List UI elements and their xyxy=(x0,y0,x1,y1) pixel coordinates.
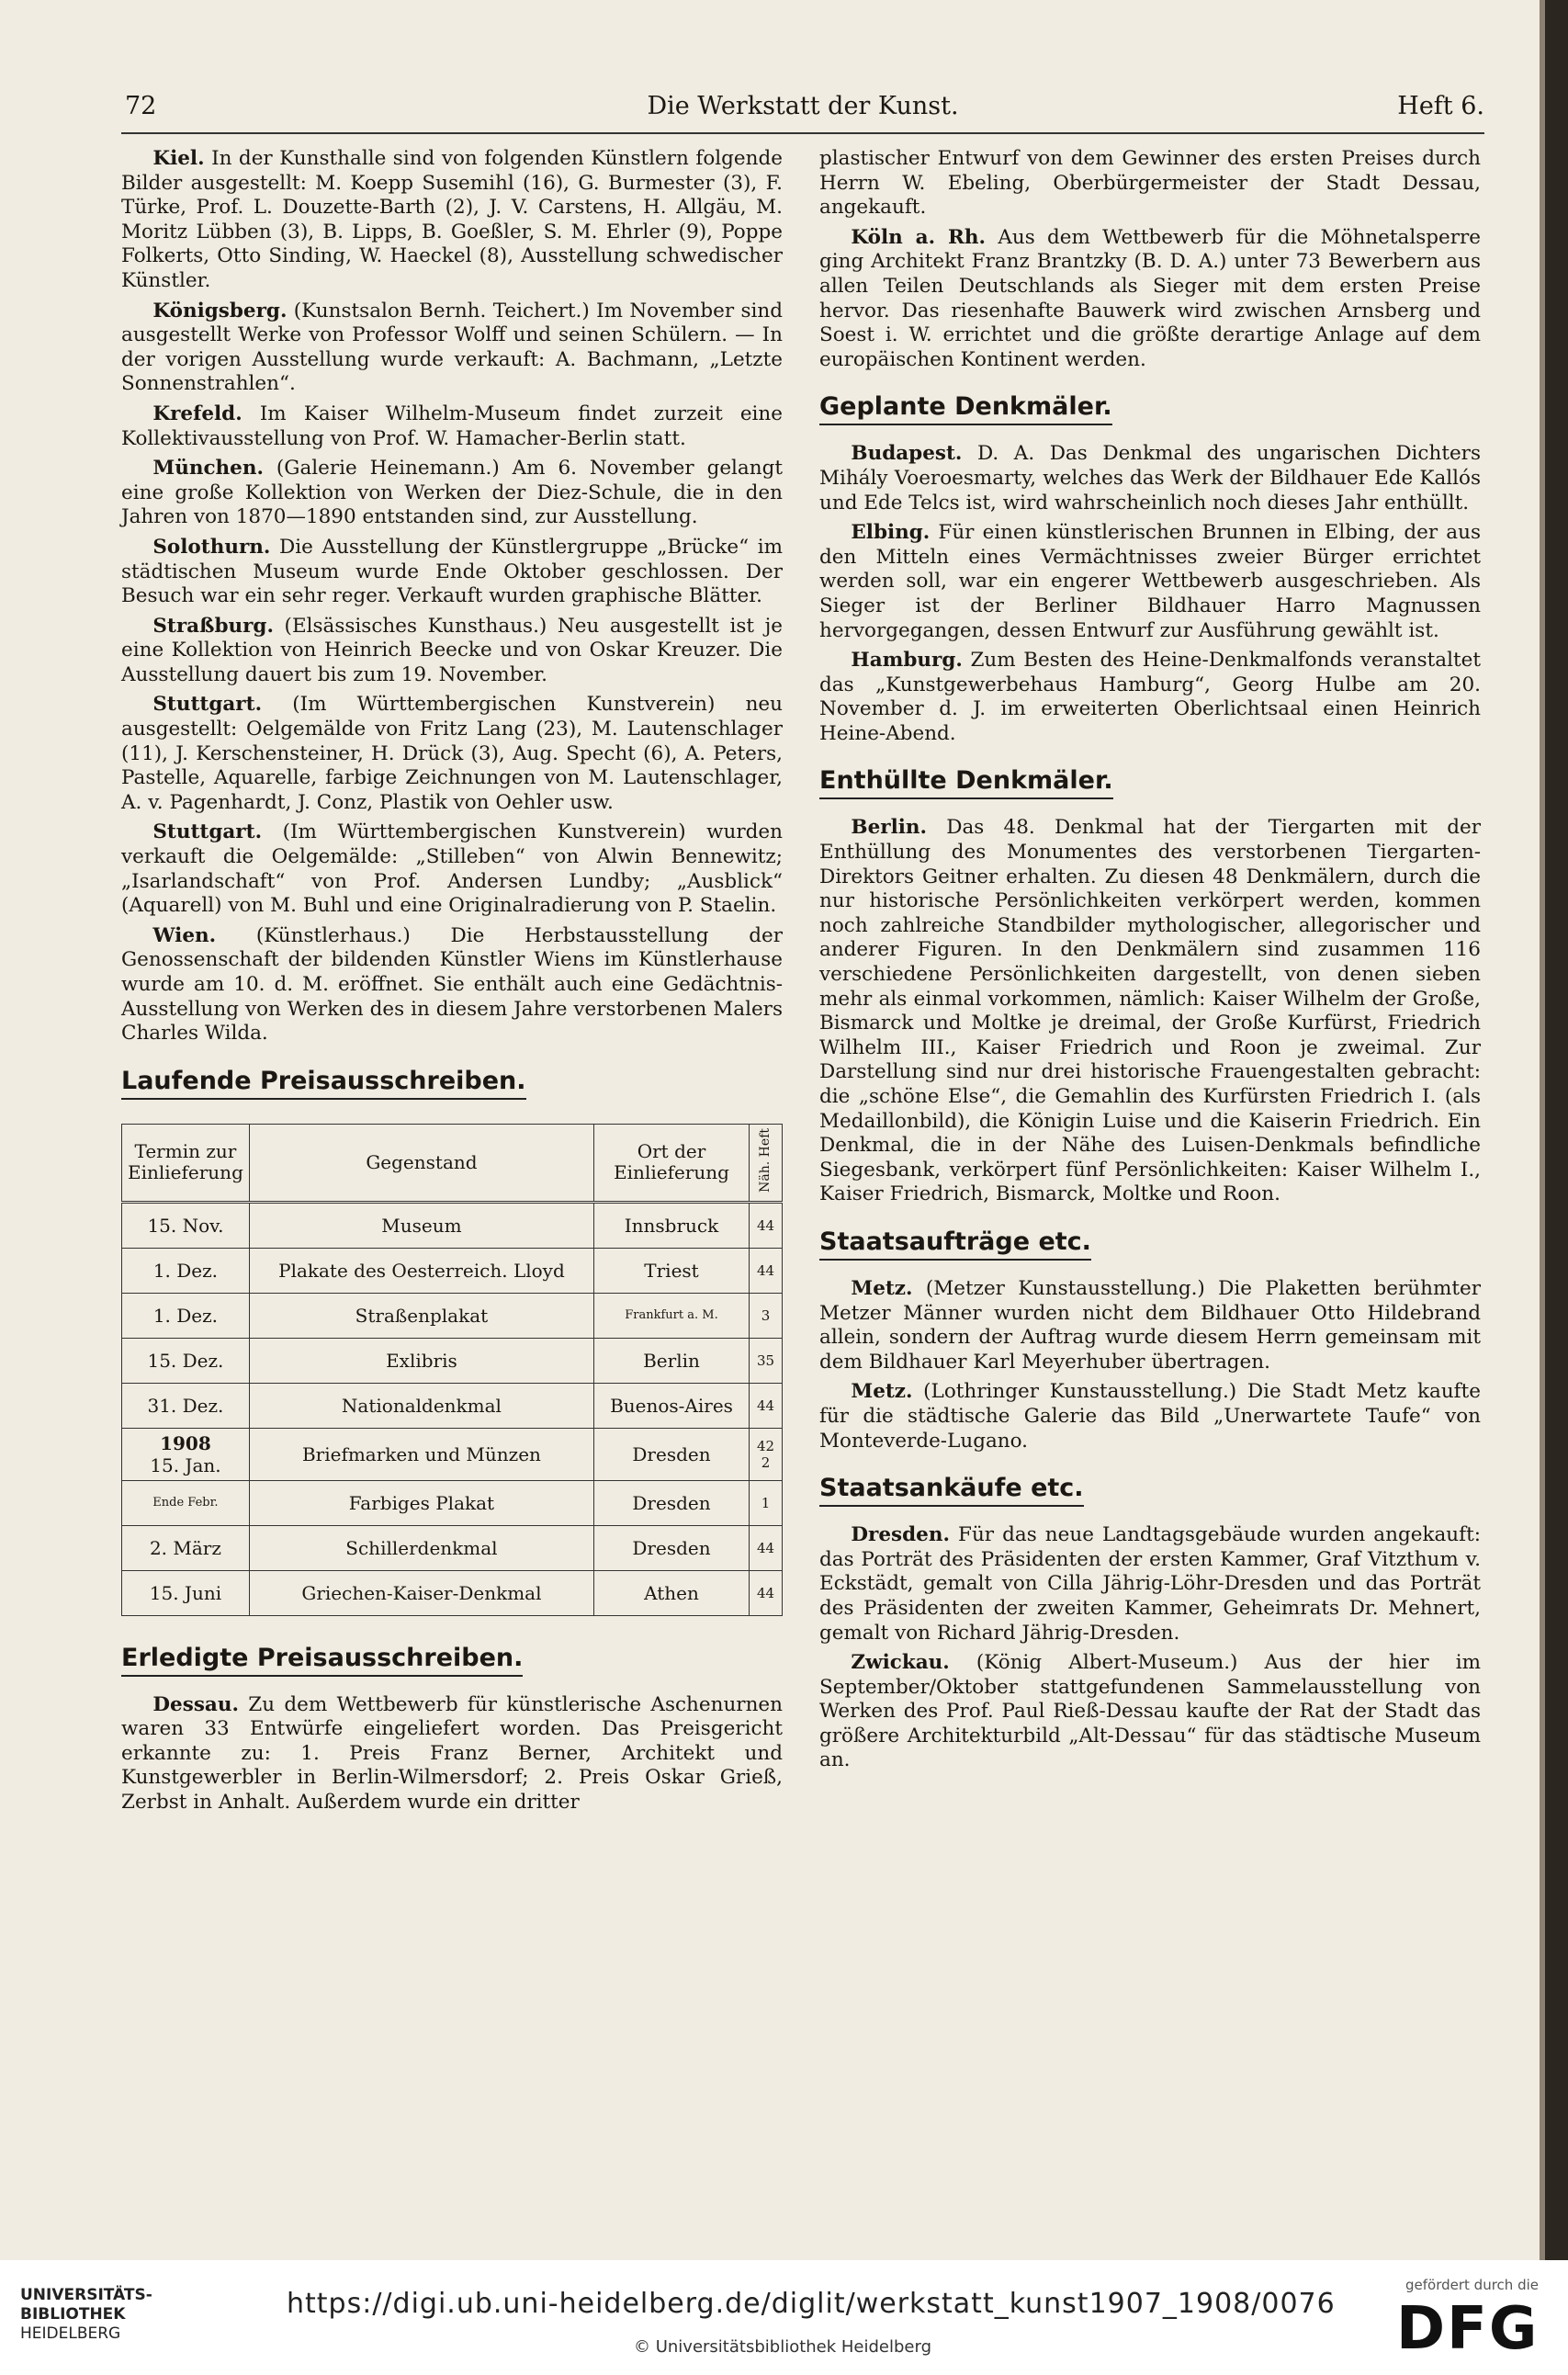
table-row: 1. Dez. Plakate des Oesterreich. Lloyd Triest 44 xyxy=(122,1248,783,1293)
table-row: 15. Nov. Museum Innsbruck 44 xyxy=(122,1202,783,1248)
article-dessau-continued: plastischer Entwurf von dem Gewinner des ersten Preises durch Herrn W. Ebeling, Oberbürgermeister der Stadt Dessau, angekauft. xyxy=(819,147,1481,220)
permalink-url[interactable]: https://digi.ub.uni-heidelberg.de/diglit/werkstatt_kunst1907_1908/0076 xyxy=(287,2288,1336,2320)
article-stuttgart-1: Stuttgart. (Im Württembergischen Kunstverein) neu ausgestellt: Oelgemälde von Fritz Lang (23), M. Lautenschlager (11), J. Kerschensteiner, H. Drück (3), Aug. Specht (6), A. Peters, Pastelle, Aquarelle, farbige Zeichnungen von M. Lautenschlager, A. v. Pagenhardt, J. Conz, Plastik von Oehler usw. xyxy=(121,693,783,814)
page-number: 72 xyxy=(125,92,157,120)
section-heading-staatsankaeufe: Staatsankäufe etc. xyxy=(819,1474,1084,1507)
article-budapest: Budapest. D. A. Das Denkmal des ungarischen Dichters Mihály Voeroesmarty, welches das Werk der Bildhauer Ede Kallós und Ede Telcs ist, wird wahrscheinlich noch dieses Jahr enthüllt. xyxy=(819,442,1481,515)
table-header-row xyxy=(122,1124,783,1202)
article-stuttgart-2: Stuttgart. (Im Württembergischen Kunstverein) wurden verkauft die Oelgemälde: „Stilleben“ von Alwin Bennewitz; „Isarlandschaft“ von Prof. Andersen Lundby; „Ausblick“ (Aquarell) von M. Buhl und eine Originalradierung von P. Staelin. xyxy=(121,820,783,918)
table-row: 1908 15. Jan. Briefmarken und Münzen Dresden 42 2 xyxy=(122,1428,783,1480)
table-row: 31. Dez. Nationaldenkmal Buenos-Aires 44 xyxy=(122,1383,783,1428)
right-column xyxy=(819,147,1481,1779)
section-heading-geplante: Geplante Denkmäler. xyxy=(819,392,1112,425)
table-row: Ende Febr. Farbiges Plakat Dresden 1 xyxy=(122,1480,783,1525)
running-head xyxy=(121,92,1484,134)
article-wien: Wien. (Künstlerhaus.) Die Herbstausstellung der Genossenschaft der bildenden Künstler Wiens im Künstlerhause wurde am 10. d. M. eröffnet. Sie enthält auch eine Gedächtnis-Ausstellung von Werken des in diesem Jahre verstorbenen Malers Charles Wilda. xyxy=(121,923,783,1046)
competition-table xyxy=(121,1124,783,1616)
col-header-gegenstand: Gegenstand xyxy=(249,1124,593,1202)
article-strassburg: Straßburg. (Elsässisches Kunsthaus.) Neu ausgestellt ist je eine Kollektion von Heinrich Beecke und von Oskar Kreuzer. Die Ausstellung dauert bis zum 19. November. xyxy=(121,614,783,686)
table-row: 2. März Schillerdenkmal Dresden 44 xyxy=(122,1525,783,1570)
journal-title: Die Werkstatt der Kunst. xyxy=(647,92,959,120)
article-solothurn: Solothurn. Die Ausstellung der Künstlergruppe „Brücke“ im städtischen Museum wurde Ende Oktober geschlossen. Der Besuch war ein sehr reger. Verkauft wurden graphische Blätter. xyxy=(121,535,783,608)
table-row: 15. Dez. Exlibris Berlin 35 xyxy=(122,1338,783,1383)
funder-label: gefördert durch die xyxy=(1405,2277,1539,2293)
table-row: 1. Dez. Straßenplakat Frankfurt a. M. 3 xyxy=(122,1293,783,1338)
section-heading-erledigte: Erledigte Preisausschreiben. xyxy=(121,1644,523,1677)
col-header-ort: Ort der Einlieferung xyxy=(594,1124,750,1202)
col-header-termin: Termin zur Einlieferung xyxy=(122,1124,250,1202)
article-koeln: Köln a. Rh. Aus dem Wettbewerb für die Möhnetalsperre ging Architekt Franz Brantzky (B. D. A.) unter 73 Bewerbern aus allen Teilen Deutschlands als Sieger mit dem ersten Preise hervor. Das riesenhafte Bauwerk wird zwischen Arnsberg und Soest i. W. errichtet und die größte derartige Anlage auf dem europäischen Kontinent werden. xyxy=(819,225,1481,371)
article-metz-2: Metz. (Lothringer Kunstausstellung.) Die Stadt Metz kaufte für die städtische Galerie das Bild „Unerwartete Taufe“ von Monteverde-Lugano. xyxy=(819,1380,1481,1453)
issue-number: Heft 6. xyxy=(1397,92,1484,120)
library-logo[interactable]: UNIVERSITÄTS- BIBLIOTHEK HEIDELBERG xyxy=(20,2286,152,2343)
article-dessau: Dessau. Zu dem Wettbewerb für künstlerische Aschenurnen waren 33 Entwürfe eingeliefert worden. Das Preisgericht erkannte zu: 1. Preis Franz Berner, Architekt und Kunstgewerbler in Berlin-Wilmersdorf; 2. Preis Oskar Grieß, Zerbst in Anhalt. Außerdem wurde ein dritter xyxy=(121,1692,783,1814)
article-zwickau: Zwickau. (König Albert-Museum.) Aus der hier im September/Oktober stattgefundenen Sammelausstellung von Werken des Prof. Paul Rieß-Dessau kaufte der Rat der Stadt das größere Architekturbild „Alt-Dessau“ für das städtische Museum an. xyxy=(819,1651,1481,1772)
copyright-notice: © Universitätsbibliothek Heidelberg xyxy=(634,2337,932,2357)
article-muenchen: München. (Galerie Heinemann.) Am 6. November gelangt eine große Kollektion von Werken der Diez-Schule, die in den Jahren von 1870—1890 entstanden sind, zur Ausstellung. xyxy=(121,457,783,529)
left-column xyxy=(121,147,783,1821)
article-krefeld: Krefeld. Im Kaiser Wilhelm-Museum findet zurzeit eine Kollektivausstellung von Prof. W. Hamacher-Berlin statt. xyxy=(121,401,783,450)
article-dresden: Dresden. Für das neue Landtagsgebäude wurden angekauft: das Porträt des Präsidenten der ersten Kammer, Graf Vitzthum v. Eckstädt, gemalt von Cilla Jährig-Löhr-Dresden und das Porträt des Präsidenten der zweiten Kammer, Geheimrats Dr. Mehnert, gemalt von Richard Jährig-Dresden. xyxy=(819,1523,1481,1645)
article-berlin: Berlin. Das 48. Denkmal hat der Tiergarten mit der Enthüllung des Monumentes des verstorbenen Tiergarten-Direktors Geitner erhalten. Zu diesen 48 Denkmälern, durch die nur historische Persönlichkeiten verkörpert werden, kommen noch zahlreiche Standbilder mythologischer, allegorischer und anderer Figuren. In den Denkmälern sind zusammen 116 verschiedene Persönlichkeiten dargestellt, von denen sieben mehr als einmal vorkommen, nämlich: Kaiser Wilhelm der Große, Bismarck und Moltke je dreimal, der Große Kurfürst, Friedrich Wilhelm III., Kaiser Friedrich und Roon je zweimal. Zur Darstellung sind nur drei historische Frauengestalten gebracht: die „schöne Else“, die Gemahlin des Kurfürsten Friedrich I. (als Medaillonbild), die Königin Luise und die Kaiserin Friedrich. Ein Denkmal, die in der Nähe des Luisen-Denkmals befindliche Siegesbank, verkörpert fünf Persönlichkeiten: Kaiser Wilhelm I., Kaiser Friedrich, Bismarck, Moltke und Roon. xyxy=(819,816,1481,1206)
article-metz-1: Metz. (Metzer Kunstausstellung.) Die Plaketten berühmter Metzer Männer wurden nicht dem Bildhauer Otto Hildebrand allein, sondern der Auftrag wurde diesem Herrn gemeinsam mit dem Bildhauer Karl Meyerhuber übertragen. xyxy=(819,1276,1481,1374)
col-header-nr: Näh. Heft xyxy=(750,1124,783,1202)
dfg-logo[interactable]: DFG xyxy=(1396,2295,1540,2363)
section-heading-enthuellte: Enthüllte Denkmäler. xyxy=(819,766,1113,799)
year-label: 1908 xyxy=(160,1431,211,1454)
article-kiel: Kiel. In der Kunsthalle sind von folgenden Künstlern folgende Bilder ausgestellt: M. Koepp Susemihl (16), G. Burmester (3), F. Türke, Prof. L. Douzette-Barth (2), J. V. Carstens, H. Allgäu, M. Moritz Lübben (3), B. Lipps, B. Goeßler, S. M. Ehrler (9), Poppe Folkerts, Otto Sinding, W. Haeckel (8), Ausstellung schwedischer Künstler. xyxy=(121,147,783,292)
section-heading-staatsauftraege: Staatsaufträge etc. xyxy=(819,1227,1091,1261)
viewer-footer xyxy=(0,2260,1568,2375)
article-elbing: Elbing. Für einen künstlerischen Brunnen in Elbing, der aus den Mitteln eines Vermächtnisses zweier Bürger errichtet werden soll, war ein engerer Wettbewerb ausgeschrieben. Als Sieger ist der Berliner Bildhauer Harro Magnussen hervorgegangen, dessen Entwurf zur Ausführung gewählt ist. xyxy=(819,521,1481,642)
book-spine xyxy=(1540,0,1568,2260)
table-row: 15. Juni Griechen-Kaiser-Denkmal Athen 44 xyxy=(122,1570,783,1615)
article-hamburg: Hamburg. Zum Besten des Heine-Denkmalfonds veranstaltet das „Kunstgewerbehaus Hamburg“, Georg Hulbe am 20. November d. J. im erweiterten Oberlichtsaal einen Heinrich Heine-Abend. xyxy=(819,649,1481,745)
article-koenigsberg: Königsberg. (Kunstsalon Bernh. Teichert.) Im November sind ausgestellt Werke von Professor Wolff und seinen Schülern. — In der vorigen Ausstellung wurde verkauft: A. Bachmann, „Letzte Sonnenstrahlen“. xyxy=(121,299,783,396)
section-heading-laufende: Laufende Preisausschreiben. xyxy=(121,1067,526,1100)
